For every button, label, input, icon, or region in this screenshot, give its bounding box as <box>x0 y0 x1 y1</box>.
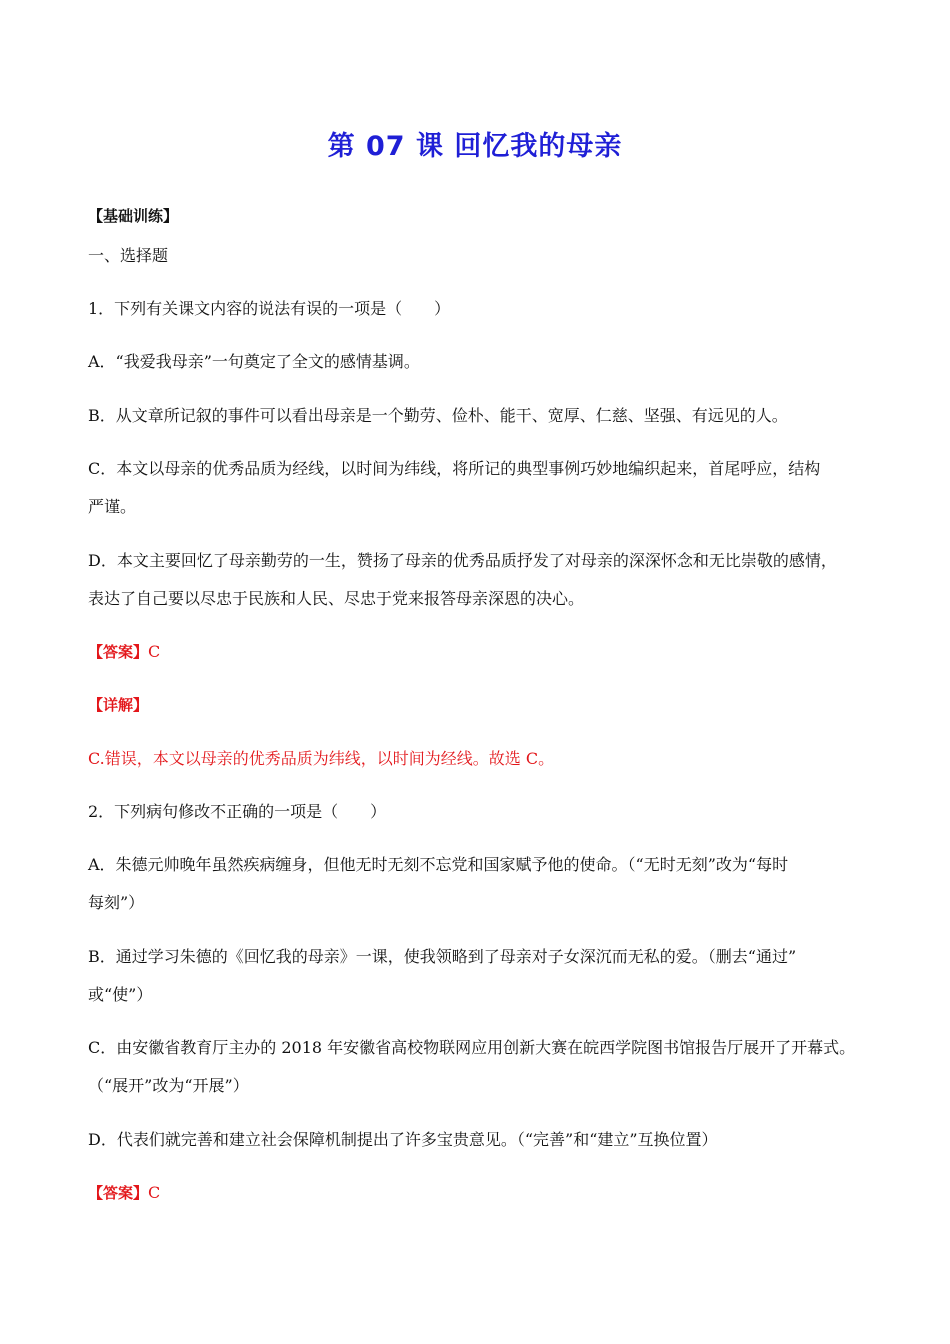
question-2-option-a-line2: 每刻”） <box>88 893 145 912</box>
question-2-option-b-line1: B．通过学习朱德的《回忆我的母亲》一课，使我领略到了母亲对子女深沉而无私的爱。（删去“通过” <box>88 947 797 966</box>
question-1-option-d-line2: 表达了自己要以尽忠于民族和人民、尽忠于党来报答母亲深恩的决心。 <box>88 589 585 608</box>
question-2-option-a-line1: A．朱德元帅晚年虽然疾病缠身，但他无时无刻不忘党和国家赋予他的使命。（“无时无刻”改为“每时 <box>88 855 789 874</box>
question-1-option-a: A．“我爱我母亲”一句奠定了全文的感情基调。 <box>88 352 420 371</box>
question-1-option-d-line1: D．本文主要回忆了母亲勤劳的一生，赞扬了母亲的优秀品质抒发了对母亲的深深怀念和无比崇敬的感情， <box>88 551 837 570</box>
question-2-option-b-line2: 或“使”） <box>88 985 153 1004</box>
subsection-heading: 一、选择题 <box>88 246 169 265</box>
question-1-option-c-line2: 严谨。 <box>88 497 137 516</box>
question-1-stem: 1．下列有关课文内容的说法有误的一项是（ ） <box>88 299 451 318</box>
question-1-explanation: C.错误，本文以母亲的优秀品质为纬线，以时间为经线。故选 C。 <box>88 749 555 768</box>
section-heading: 【基础训练】 <box>88 207 179 225</box>
question-1-option-c-line1: C．本文以母亲的优秀品质为经线，以时间为纬线，将所记的典型事例巧妙地编织起来，首尾呼应，结构 <box>88 459 821 478</box>
answer-value: C <box>148 1183 161 1202</box>
answer-label: 【答案】 <box>88 1184 149 1202</box>
question-2-stem: 2．下列病句修改不正确的一项是（ ） <box>88 802 387 821</box>
question-1-answer <box>88 633 878 671</box>
answer-value: C <box>148 642 161 661</box>
question-2-option-d: D．代表们就完善和建立社会保障机制提出了许多宝贵意见。（“完善”和“建立”互换位置） <box>88 1130 718 1149</box>
question-1-explain-label <box>88 686 878 724</box>
answer-label: 【答案】 <box>88 643 149 661</box>
question-1-option-b: B．从文章所记叙的事件可以看出母亲是一个勤劳、俭朴、能干、宽厚、仁慈、坚强、有远见的人。 <box>88 406 788 425</box>
question-2-option-c-line2: （“展开”改为“开展”） <box>88 1076 249 1095</box>
question-2-option-c-line1: C．由安徽省教育厅主办的 2018 年安徽省高校物联网应用创新大赛在皖西学院图书馆报告厅展开了开幕式。 <box>88 1038 856 1057</box>
page-title: 第 07 课 回忆我的母亲 <box>327 131 623 162</box>
explain-label: 【详解】 <box>88 696 149 714</box>
question-2-answer <box>88 1174 878 1212</box>
